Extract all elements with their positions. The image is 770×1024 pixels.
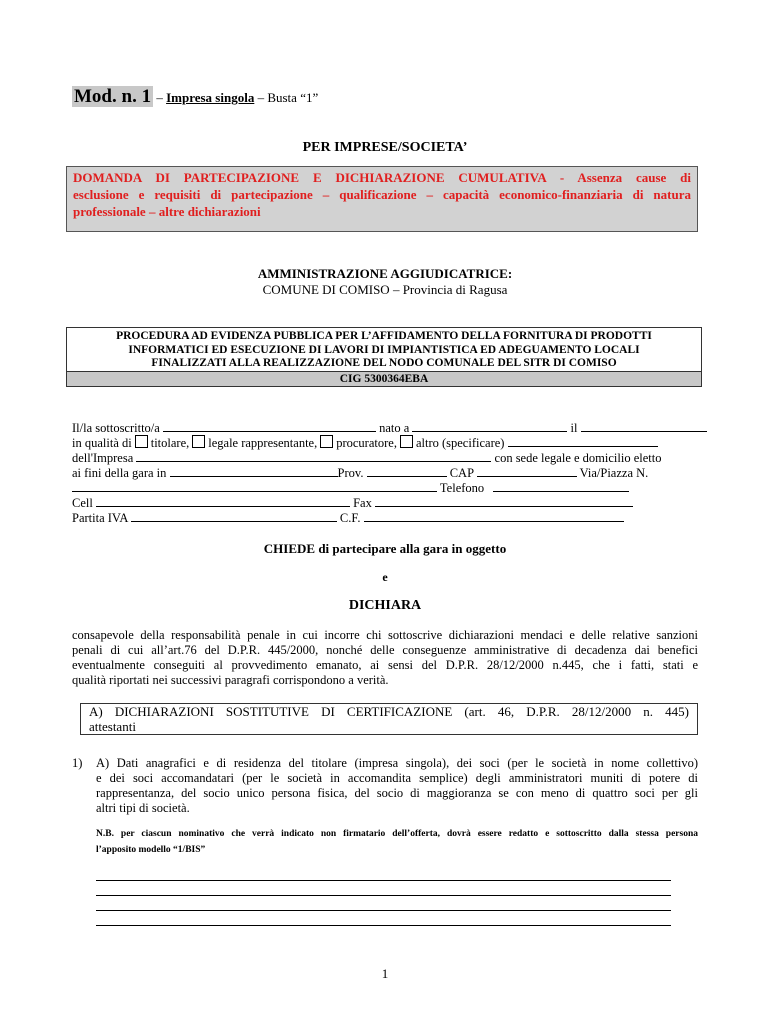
form-row-signatory: Il/la sottoscritto/a nato a il	[72, 420, 692, 436]
street-field[interactable]	[72, 480, 437, 492]
item-1-text: A) Dati anagrafici e di residenza del titolare (impresa singola), dei soci (per le società in nome collettivo) e dei soci accomandatari (per le società in accomandita semplice) degli amministratori muniti di potere di rappresentanza, del socio unico persona fisica, del socio di maggioranza se con meno di quattro soci per gli altri tipi di società.	[96, 756, 698, 815]
form-row-phone: Telefono	[72, 480, 692, 496]
section-title: PER IMPRESE/SOCIETA’	[302, 140, 468, 155]
page-number: 1	[381, 966, 389, 981]
form-row-address: ai fini della gara in Prov. CAP Via/Piazza N.	[72, 466, 649, 480]
company-name-field[interactable]	[136, 450, 491, 462]
vat-field[interactable]	[131, 510, 337, 522]
altro-specify-field[interactable]	[508, 435, 658, 447]
item-number: 1)	[72, 756, 83, 770]
altro-checkbox[interactable]	[400, 435, 413, 448]
phone-field[interactable]	[493, 480, 629, 492]
province-field[interactable]	[367, 465, 447, 477]
procedure-box: PROCEDURA AD EVIDENZA PUBBLICA PER L’AFFIDAMENTO DELLA FORNITURA DI PRODOTTI INFORMATICI ED ESECUZIONE DI LAVORI DI IMPIANTISTICA ED ADEGUAMENTO LOCALI FINALIZZATI ALLA REALIZZAZIONE DEL NODO COMUNALE DEL SITR DI COMISO CIG 5300364EBA	[66, 327, 702, 387]
cell-field[interactable]	[96, 495, 350, 507]
form-row-role: in qualità di titolare, legale rappresentante, procuratore, altro (specificare)	[72, 435, 692, 451]
declaration-title: DICHIARA	[348, 598, 422, 613]
blank-line[interactable]	[96, 880, 671, 881]
blank-line[interactable]	[96, 910, 671, 911]
signatory-name-field[interactable]	[163, 420, 376, 432]
blank-line[interactable]	[96, 925, 671, 926]
document-header: Mod. n. 1 – Impresa singola – Busta “1”	[74, 86, 319, 107]
application-title-box: DOMANDA DI PARTECIPAZIONE E DICHIARAZIONE CUMULATIVA - Assenza cause di esclusione e requisiti di partecipazione – qualificazione – capacità economico-finanziaria di natura professionale – altre dichiarazioni	[66, 166, 698, 232]
tax-code-field[interactable]	[364, 510, 624, 522]
nb-note: N.B. per ciascun nominativo che verrà indicato non firmatario dell’offerta, dovrà essere redatto e sottoscritto dalla stessa persona l’apposito modello “1/BIS”	[96, 829, 698, 855]
city-field[interactable]	[170, 465, 338, 477]
cap-field[interactable]	[477, 465, 577, 477]
birthdate-field[interactable]	[581, 420, 707, 432]
awareness-paragraph: consapevole della responsabilità penale in cui incorre chi sottoscrive dichiarazioni mendaci e delle relative sanzioni penali di cui all’art.76 del D.P.R. 445/2000, nonché delle conseguenze amministrative di decadenza dai benefici eventualmente conseguiti al provvedimento emanato, ai sensi del D.P.R. 28/12/2000 n.445, che i fatti, stati e qualità riportati nei successivi paragrafi corrispondono a verità.	[72, 628, 698, 687]
conjunction: e	[382, 570, 388, 584]
envelope-label: Busta “1”	[267, 90, 319, 105]
authority-name: COMUNE DI COMISO – Provincia di Ragusa	[262, 282, 508, 297]
authority-title: AMMINISTRAZIONE AGGIUDICATRICE:	[257, 266, 513, 281]
request-line: CHIEDE di partecipare alla gara in oggetto	[263, 541, 507, 556]
blank-line[interactable]	[96, 895, 671, 896]
form-row-cell: Cell Fax	[72, 495, 692, 511]
procuratore-checkbox[interactable]	[320, 435, 333, 448]
birthplace-field[interactable]	[412, 420, 567, 432]
section-a-box: A) DICHIARAZIONI SOSTITUTIVE DI CERTIFICAZIONE (art. 46, D.P.R. 28/12/2000 n. 445) attestanti	[80, 703, 698, 735]
titolare-checkbox[interactable]	[135, 435, 148, 448]
company-type: Impresa singola	[166, 90, 255, 105]
form-row-vat: Partita IVA C.F.	[72, 510, 692, 526]
model-number: Mod. n. 1	[74, 86, 152, 107]
cig-code: CIG 5300364EBA	[67, 371, 701, 386]
fax-field[interactable]	[375, 495, 633, 507]
form-row-company: dell'Impresa con sede legale e domicilio eletto	[72, 451, 662, 465]
legale-rappresentante-checkbox[interactable]	[192, 435, 205, 448]
